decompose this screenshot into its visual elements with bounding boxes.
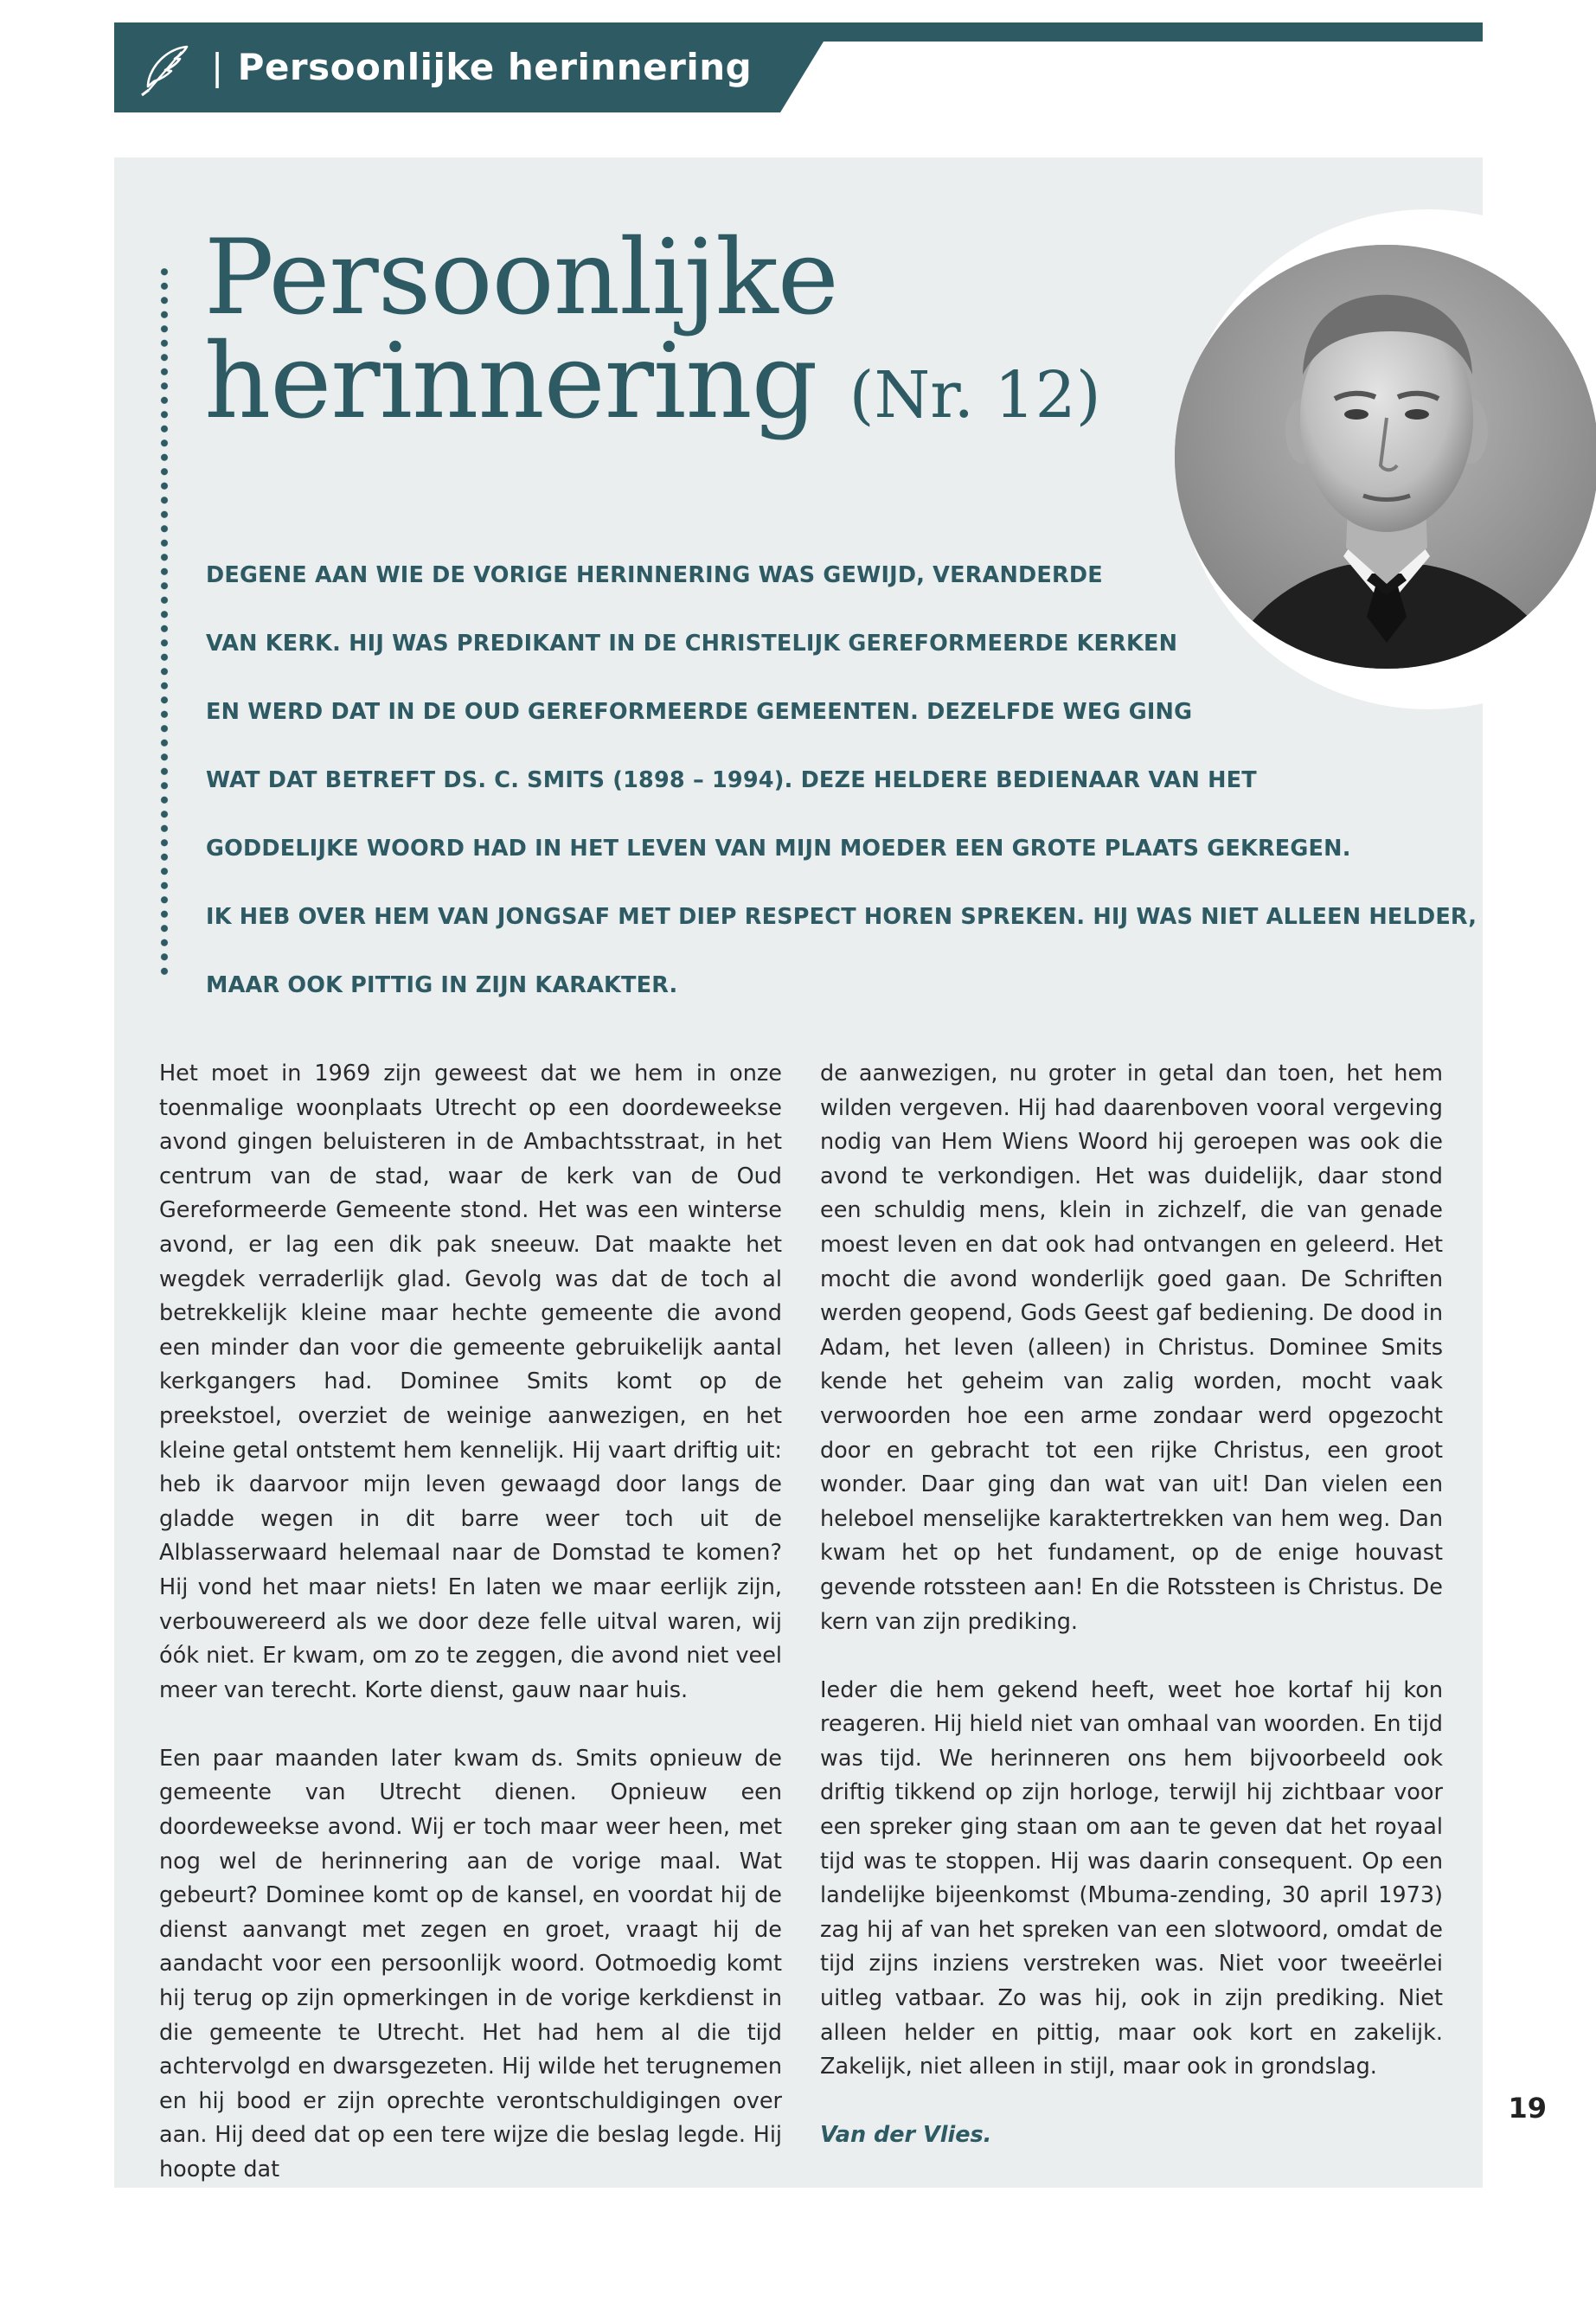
intro-line: WAT DAT BETREFT DS. C. SMITS (1898 – 1994). DEZE HELDERE BEDIENAAR VAN HET [206,767,1257,793]
article-title [204,218,1156,447]
title-line-2 [204,322,1156,447]
intro-line: DEGENE AAN WIE DE VORIGE HERINNERING WAS GEWIJD, VERANDERDE [206,562,1103,588]
author-signature: Van der Vlies. [820,2122,992,2149]
intro-text [206,542,1477,1020]
body-paragraph: Een paar maanden later kwam ds. Smits opnieuw de gemeente van Utrecht dienen. Opnieuw een doordeweekse avond. Wij er toch maar weer heen, met nog wel de herinnering aan de vorige maal. Wat gebeurt? Dominee komt op de kansel, en voordat hij de dienst aanvangt met zegen en groet, vraagt hij de aandacht voor een persoonlijk woord. Ootmoedig komt hij terug op zijn opmerkingen in de vorige kerkdienst in die gemeente te Utrecht. Het had hem al die tijd achtervolgd en dwarsgezeten. Hij wilde het terugnemen en hij bood er zijn oprechte verontschuldigingen over aan. Hij deed dat op een tere wijze die beslag legde. Hij hoopte dat [159,1745,782,2182]
body-paragraph: Het moet in 1969 zijn geweest dat we hem in onze toenmalige woonplaats Utrecht op een doordeweekse avond gingen beluisteren in de Ambachtsstraat, in het centrum van de stad, waar de kerk van de Oud Gereformeerde Gemeente stond. Het was een winterse avond, er lag een dik pak sneeuw. Dat maakte het wegdek verraderlijk glad. Gevolg was dat de toch al betrekkelijk kleine maar hechte gemeente die avond een minder dan voor die gemeente gebruikelijk aantal kerkgangers had. Dominee Smits komt op de preekstoel, overziet de weinige aanwezigen, en het kleine getal ontstemt hem kennelijk. Hij vaart driftig uit: heb ik daarvoor mijn leven gewaagd door langs de gladde wegen in dit barre weer toch uit de Alblasserwaard helemaal naar de Domstad te komen? Hij vond het maar niets! En laten we maar eerlijk zijn, verbouwereerd als we door deze felle uitval waren, wij óók niet. Er kwam, om zo te zeggen, die avond niet veel meer van terecht. Korte dienst, gauw naar huis. [159,1061,782,1703]
title-line-1: Persoonlijke [204,218,838,338]
feather-quill-icon [137,42,194,99]
intro-line: VAN KERK. HIJ WAS PREDIKANT IN DE CHRISTELIJK GEREFORMEERDE KERKEN [206,631,1178,657]
intro-line: EN WERD DAT IN DE OUD GEREFORMEERDE GEMEENTEN. DEZELFDE WEG GING [206,699,1193,725]
right-column [820,1057,1443,2188]
section-title-text: Persoonlijke herinnering [237,46,753,88]
intro-line: MAAR OOK PITTIG IN ZIJN KARAKTER. [206,972,678,998]
dotted-rule [159,265,170,977]
body-paragraph: de aanwezigen, nu groter in getal dan toen, het hem wilden vergeven. Hij had daarenboven vooral vergeving nodig van Hem Wiens Woord hij geroepen was ook die avond te verkondigen. Het was duidelijk, daar stond een schuldig mens, klein in zichzelf, die van genade moest leven en dat ook had ontvangen en geleerd. Het mocht die avond wonderlijk goed gaan. De Schriften werden geopend, Gods Geest gaf bediening. De dood in Adam, het leven (alleen) in Christus. Dominee Smits kende het geheim van zalig worden, mocht vaak verwoorden hoe een arme zondaar werd opgezocht door en gebracht tot een rijke Christus, een groot wonder. Daar ging dan wat van uit! Dan vielen een heleboel menselijke karaktertrekken van hem weg. Dan kwam het op het fundament, op de enige houvast gevende rotssteen aan! En die Rotssteen is Christus. De kern van zijn prediking. [820,1061,1443,1635]
intro-line: GODDELIJKE WOORD HAD IN HET LEVEN VAN MIJN MOEDER EEN GROTE PLAATS GEKREGEN. [206,836,1351,862]
section-title [211,42,752,93]
body-paragraph: Ieder die hem gekend heeft, weet hoe kortaf hij kon reageren. Hij hield niet van omhaal van woorden. En tijd was tijd. We herinneren ons hem bijvoorbeeld ook driftig tikkend op zijn horloge, terwijl hij zichtbaar voor een spreker ging staan om aan te geven dat het royaal tijd was te stoppen. Hij was daarin consequent. Op een landelijke bijeenkomst (Mbuma-zending, 30 april 1973) zag hij af van het spreken van een slotwoord, omdat de tijd zijns inziens verstreken was. Niet voor tweeërlei uitleg vatbaar. Zo was hij, ook in zijn prediking. Niet alleen helder en pittig, maar ook kort en zakelijk. Zakelijk, niet alleen in stijl, maar ook in grondslag. [820,1676,1443,2080]
title-separator: | [211,46,224,88]
section-header [114,22,1483,112]
title-word: herinnering [204,322,817,442]
left-column [159,1057,782,2221]
title-number: (Nr. 12) [849,358,1101,433]
page-number: 19 [1508,2092,1547,2125]
intro-line: IK HEB OVER HEM VAN JONGSAF MET DIEP RESPECT HOREN SPREKEN. HIJ WAS NIET ALLEEN HELDER, [206,904,1477,930]
